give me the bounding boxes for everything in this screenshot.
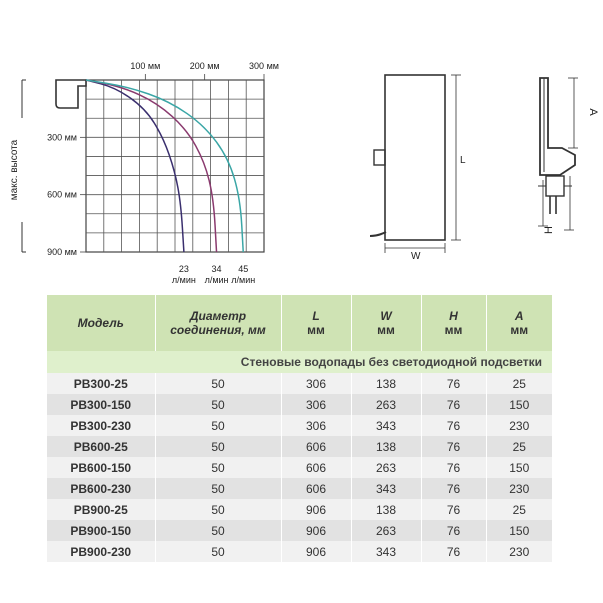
column-header-unit: мм [510, 323, 529, 337]
table-cell: 138 [351, 436, 421, 457]
specifications-table [47, 295, 552, 562]
model-cell: PB600-230 [47, 478, 155, 499]
column-header-unit: мм [307, 323, 325, 337]
table-cell: 76 [421, 373, 486, 394]
table-cell: 76 [421, 499, 486, 520]
y-axis-label: макс. высота [9, 139, 20, 201]
flow-chart [9, 61, 279, 285]
table-row [47, 541, 552, 562]
table-cell: 50 [155, 478, 281, 499]
dim-label-h: H [543, 226, 555, 234]
table-row [47, 478, 552, 499]
x-tick-label: 300 мм [249, 61, 279, 71]
series-curve-0 [86, 80, 184, 252]
model-cell: PB900-150 [47, 520, 155, 541]
flow-label-unit: л/мин [171, 275, 196, 285]
table-cell: 230 [486, 478, 552, 499]
table-cell: 230 [486, 541, 552, 562]
table-cell: 138 [351, 499, 421, 520]
cable [370, 232, 386, 236]
column-header [486, 295, 552, 351]
model-cell: PB900-25 [47, 499, 155, 520]
table-cell: 343 [351, 478, 421, 499]
series-curve-1 [86, 80, 217, 252]
x-tick-label: 200 мм [189, 61, 220, 71]
table-cell: 306 [281, 394, 351, 415]
column-header-unit: мм [377, 323, 395, 337]
y-tick-label: 900 мм [47, 247, 77, 257]
column-header [351, 295, 421, 351]
table-cell: 50 [155, 415, 281, 436]
table-cell: 50 [155, 541, 281, 562]
table-cell: 50 [155, 373, 281, 394]
table-cell: 306 [281, 373, 351, 394]
table-cell: 343 [351, 415, 421, 436]
column-header-name: L [312, 309, 320, 323]
table-cell: 50 [155, 436, 281, 457]
table-cell: 76 [421, 436, 486, 457]
table-cell: 906 [281, 541, 351, 562]
section-title: Стеновые водопады без светодиодной подсветки [47, 351, 552, 373]
table-cell: 76 [421, 541, 486, 562]
x-tick-label: 100 мм [130, 61, 161, 71]
table-header-row [47, 295, 552, 351]
flow-label-unit: л/мин [231, 275, 256, 285]
table-cell: 230 [486, 415, 552, 436]
table-cell: 306 [281, 415, 351, 436]
table-cell: 50 [155, 457, 281, 478]
column-header [47, 295, 155, 351]
table-cell: 906 [281, 520, 351, 541]
side-connector [374, 150, 385, 165]
table-row [47, 373, 552, 394]
column-header [155, 295, 281, 351]
table-cell: 263 [351, 520, 421, 541]
table-cell: 50 [155, 520, 281, 541]
flow-label-value: 23 [178, 264, 189, 274]
table-cell: 263 [351, 457, 421, 478]
dim-label-a: A [587, 108, 599, 116]
table-cell: 76 [421, 478, 486, 499]
model-cell: PB900-230 [47, 541, 155, 562]
front-view-drawing [370, 75, 461, 253]
dim-label-w: W [411, 251, 421, 262]
table-cell: 150 [486, 520, 552, 541]
table-cell: 343 [351, 541, 421, 562]
column-header-name: W [380, 309, 392, 323]
table-cell: 50 [155, 499, 281, 520]
column-header-name: Модель [77, 316, 124, 330]
column-header-name: A [514, 309, 524, 323]
side-body [540, 78, 575, 175]
table-row [47, 457, 552, 478]
series-curve-2 [86, 80, 243, 252]
y-axis-bracket [22, 80, 26, 252]
table-cell: 606 [281, 457, 351, 478]
table-cell: 76 [421, 415, 486, 436]
column-header-name: Диаметр соединения, мм [170, 309, 266, 337]
table-row [47, 499, 552, 520]
flow-label-unit: л/мин [204, 275, 229, 285]
model-cell: PB300-230 [47, 415, 155, 436]
table-cell: 25 [486, 499, 552, 520]
table-section-row [47, 351, 552, 373]
side-fitting [546, 176, 564, 196]
table-cell: 906 [281, 499, 351, 520]
figures-area [0, 0, 603, 290]
model-cell: PB300-25 [47, 373, 155, 394]
model-cell: PB600-25 [47, 436, 155, 457]
y-tick-label: 300 мм [47, 132, 77, 143]
table-row [47, 520, 552, 541]
nozzle-icon [56, 80, 86, 108]
table-row [47, 415, 552, 436]
table-row [47, 394, 552, 415]
column-header [421, 295, 486, 351]
table-cell: 138 [351, 373, 421, 394]
table-cell: 50 [155, 394, 281, 415]
column-header-name: H [449, 309, 458, 323]
chart-y-ticks [47, 132, 86, 257]
table-row [47, 436, 552, 457]
table-cell: 606 [281, 478, 351, 499]
table-cell: 606 [281, 436, 351, 457]
column-header-unit: мм [444, 323, 463, 337]
dim-label-l: L [460, 155, 466, 166]
chart-x-ticks [130, 61, 279, 80]
model-cell: PB300-150 [47, 394, 155, 415]
front-panel [385, 75, 445, 240]
table-cell: 25 [486, 436, 552, 457]
table-cell: 76 [421, 457, 486, 478]
table-cell: 150 [486, 457, 552, 478]
table-cell: 25 [486, 373, 552, 394]
side-view-drawing [538, 78, 578, 230]
y-tick-label: 600 мм [47, 189, 77, 200]
table-cell: 76 [421, 520, 486, 541]
table-cell: 76 [421, 394, 486, 415]
table-cell: 150 [486, 394, 552, 415]
model-cell: PB600-150 [47, 457, 155, 478]
flow-label-value: 34 [211, 264, 222, 274]
column-header [281, 295, 351, 351]
flow-label-value: 45 [238, 264, 249, 274]
table-cell: 263 [351, 394, 421, 415]
chart-curves [86, 80, 243, 252]
chart-flow-labels [172, 264, 255, 285]
